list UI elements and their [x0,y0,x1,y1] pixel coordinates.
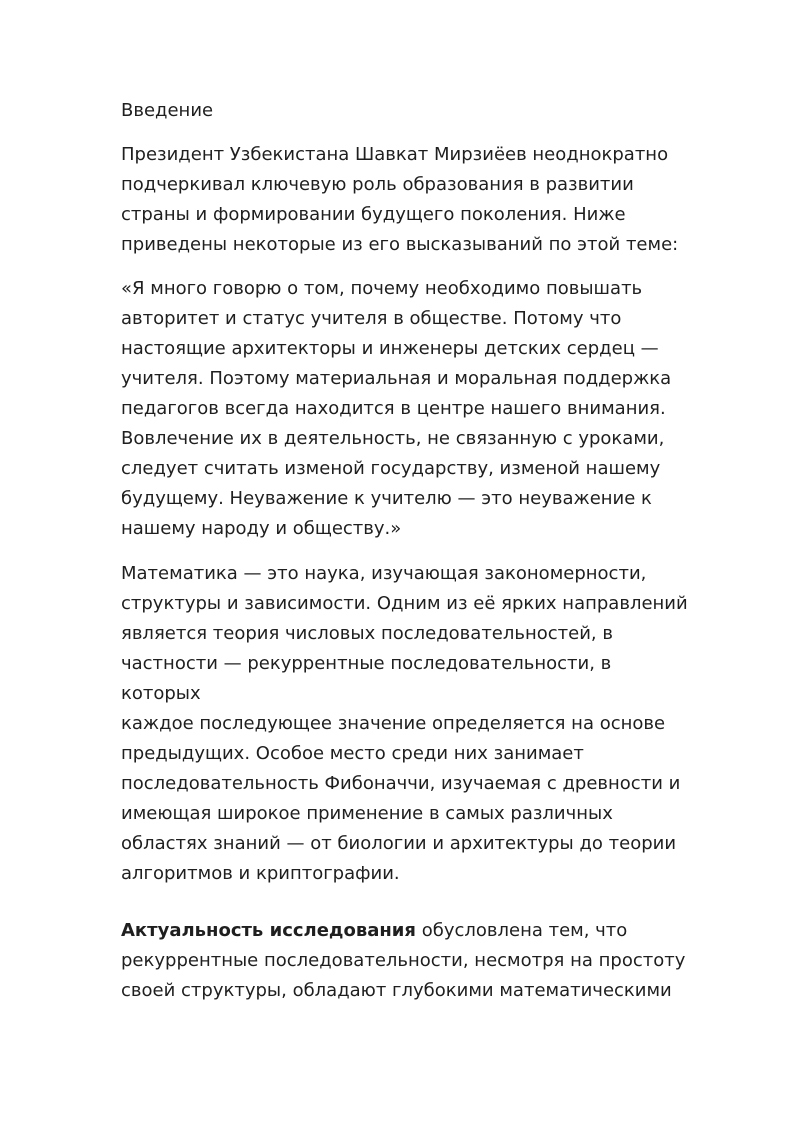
relevance-paragraph [121,916,691,1006]
intro-paragraph: Президент Узбекистана Шавкат Мирзиёев неоднократно подчеркивал ключевую роль образования в развитии страны и формировании будущего поколения. Ниже приведены некоторые из его высказываний по этой теме: [121,144,679,255]
relevance-bold-label: Актуальность исследования [121,920,416,941]
relevance-text: обусловлена тем, что рекуррентные последовательности, несмотря на простоту своей структуры, обладают глубокими математическими [121,920,686,1001]
president-quote: «Я много говорю о том, почему необходимо повышать авторитет и статус учителя в обществе. Потому что настоящие архитекторы и инженеры детских сердец — учителя. Поэтому материальная и моральная поддержка педагогов всегда находится в центре нашего внимания. Вовлечение их в деятельность, не связанную с уроками, следует считать изменой государству, изменой нашему будущему. Неуважение к учителю — это неуважение к нашему народу и обществу.» [121,278,672,539]
section-heading: Введение [121,100,214,121]
math-paragraph: Математика — это наука, изучающая закономерности, структуры и зависимости. Одним из её ярких направлений является теория числовых последовательностей, в частности — рекуррентные последовательности, в которых каждое последующее значение определяется на основе предыдущих. Особое место среди них занимает последовательность Фибоначчи, изучаемая с древности и имеющая широкое применение в самых различных областях знаний — от биологии и архитектуры до теории алгоритмов и криптографии. [121,563,688,884]
